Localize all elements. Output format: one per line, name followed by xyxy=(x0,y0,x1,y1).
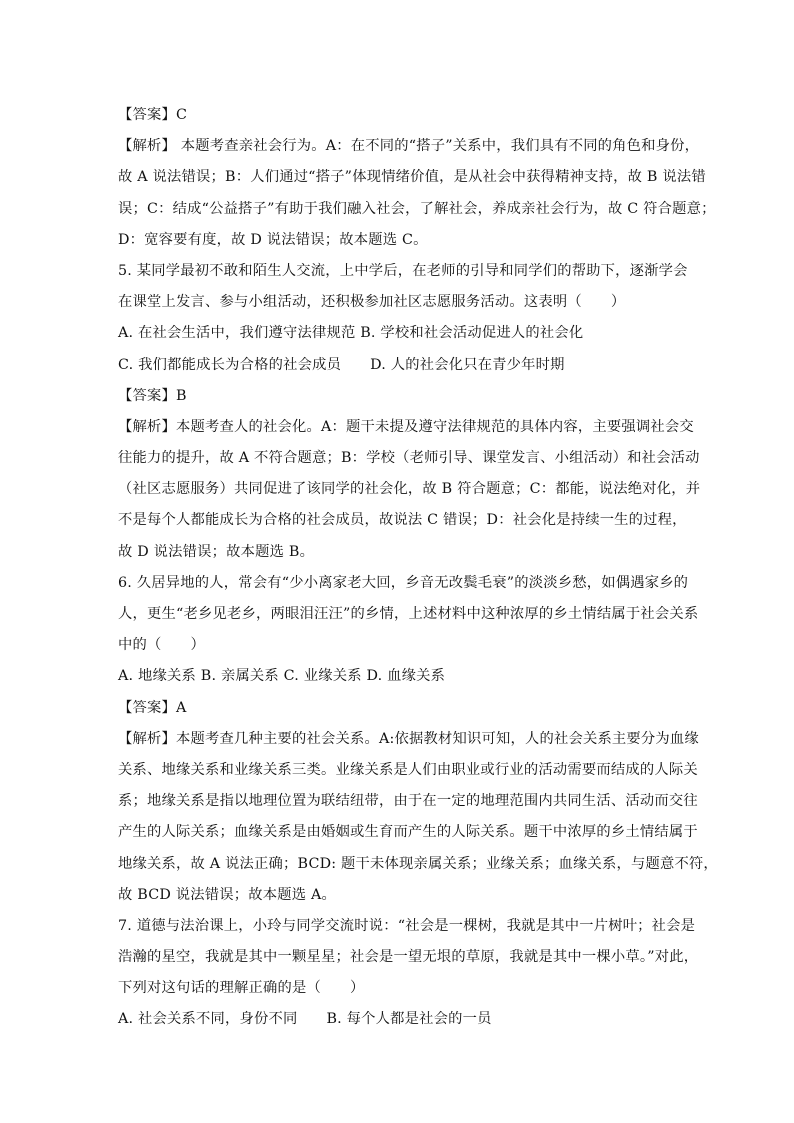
question-6-stem: 6. 久居异地的人，常会有“少小离家老大回，乡音无改鬓毛衰”的淡淡乡愁，如偶遇家乡的 xyxy=(118,574,689,591)
analysis-line: 系；地缘关系是指以地理位置为联结纽带，由于在一定的地理范围内共同生活、活动而交往 xyxy=(118,793,698,810)
analysis-line: 故 D 说法错误；故本题选 B。 xyxy=(118,543,315,560)
question-7-stem: 7. 道德与法治课上，小玲与同学交流时说：“社会是一棵树，我就是其中一片树叶；社会是 xyxy=(118,917,696,934)
answer-label: 【答案】B xyxy=(118,387,187,404)
analysis-line: 【解析】本题考查人的社会化。A：题干未提及遵守法律规范的具体内容，主要强调社会交 xyxy=(118,418,694,435)
question-5-stem: 5. 某同学最初不敢和陌生人交流，上中学后，在老师的引导和同学们的帮助下，逐渐学会 xyxy=(118,262,688,279)
question-5-options: A. 在社会生活中，我们遵守法律规范 B. 学校和社会活动促进人的社会化 xyxy=(118,325,584,342)
analysis-line: 地缘关系，故 A 说法正确；BCD: 题干未体现亲属关系；业缘关系；血缘关系，与题意不符， xyxy=(118,855,718,872)
analysis-line: 误；C：结成“公益搭子”有助于我们融入社会，了解社会，养成亲社会行为，故 C 符合题意； xyxy=(118,200,716,217)
analysis-line: 往能力的提升，故 A 不符合题意；B：学校（老师引导、课堂发言、小组活动）和社会活动 xyxy=(118,450,700,467)
question-7-stem: 浩瀚的星空，我就是其中一颗星星；社会是一望无垠的草原，我就是其中一棵小草。”对此， xyxy=(118,949,699,966)
analysis-line: 【解析】本题考查几种主要的社会关系。A:依据教材知识可知，人的社会关系主要分为血缘 xyxy=(118,730,699,747)
question-6-stem: 人，更生“老乡见老乡，两眼泪汪汪”的乡情，上述材料中这种浓厚的乡土情结属于社会关系 xyxy=(118,606,699,622)
document-body xyxy=(118,100,718,1036)
analysis-line: 不是每个人都能成长为合格的社会成员，故说法 C 错误；D：社会化是持续一生的过程， xyxy=(118,512,687,529)
question-6-options: A. 地缘关系 B. 亲属关系 C. 业缘关系 D. 血缘关系 xyxy=(118,668,446,685)
question-6-stem: 中的（ ） xyxy=(118,637,205,654)
analysis-line: D：宽容要有度，故 D 说法错误；故本题选 C。 xyxy=(118,231,428,248)
question-5-options: C. 我们都能成长为合格的社会成员 D. 人的社会化只在青少年时期 xyxy=(118,356,565,373)
analysis-line: 故 BCD 说法错误；故本题选 A。 xyxy=(118,886,336,903)
analysis-line: 【解析】 本题考查亲社会行为。A：在不同的“搭子”关系中，我们具有不同的角色和身份， xyxy=(118,138,700,155)
analysis-line: 产生的人际关系；血缘关系是由婚姻或生育而产生的人际关系。题干中浓厚的乡土情结属于 xyxy=(118,824,698,841)
question-7-stem: 下列对这句话的理解正确的是（ ） xyxy=(118,980,365,997)
answer-label: 【答案】C xyxy=(118,107,188,123)
answer-label: 【答案】A xyxy=(118,699,187,716)
question-5-stem: 在课堂上发言、参与小组活动，还积极参加社区志愿服务活动。这表明（ ） xyxy=(118,294,626,311)
analysis-line: 关系、地缘关系和业缘关系三类。业缘关系是人们由职业或行业的活动需要而结成的人际关 xyxy=(118,761,698,778)
analysis-line: （社区志愿服务）共同促进了该同学的社会化，故 B 符合题意；C：都能，说法绝对化，并 xyxy=(118,481,701,498)
question-7-options: A. 社会关系不同，身份不同 B. 每个人都是社会的一员 xyxy=(118,1011,492,1028)
analysis-line: 故 A 说法错误；B：人们通过“搭子”体现情绪价值，是从社会中获得精神支持，故 B 说法错 xyxy=(118,169,706,186)
